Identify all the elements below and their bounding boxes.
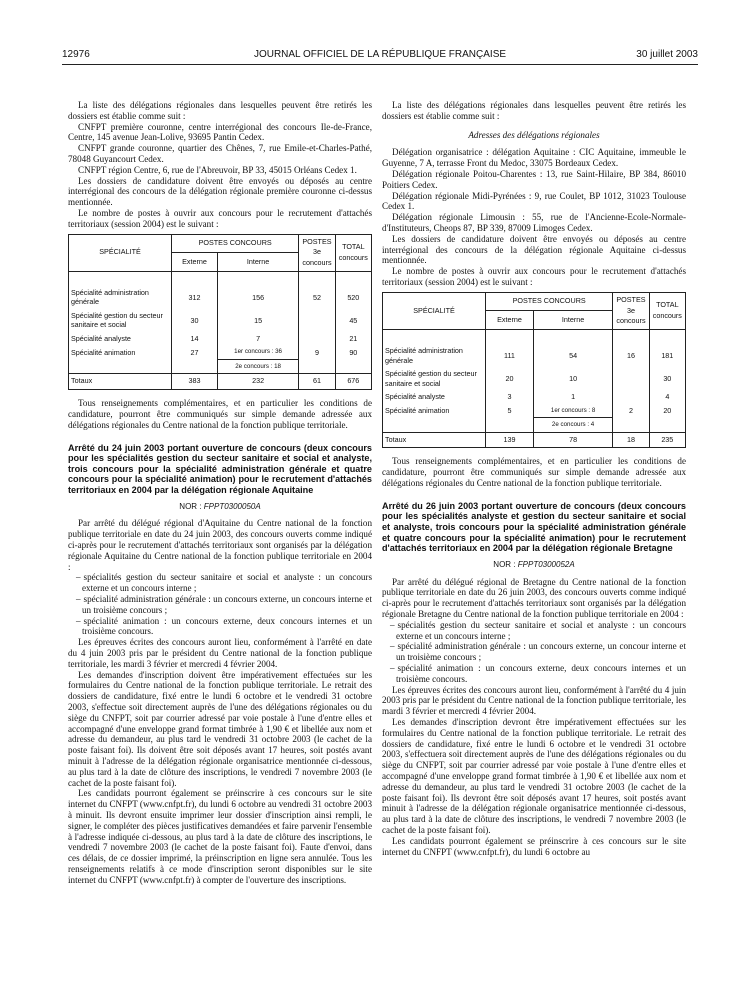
cell-total-label: Totaux: [383, 432, 486, 448]
cell-specialite: Spécialité animation: [69, 345, 172, 359]
cell-specialite: Spécialité analyste: [69, 332, 172, 346]
delegation-item: Délégation régionale Midi-Pyrénées : 9, rue Coulet, BP 1012, 31023 Toulouse Cedex 1.: [382, 190, 686, 212]
col-header-externe: Externe: [486, 311, 534, 330]
table-row: [383, 404, 686, 418]
address-item: CNFPT première couronne, centre interrégional des concours Ile-de-France, Centre, 145 avenue Jean-Lolive, 93695 Pantin Cedex.: [68, 121, 372, 143]
dossiers-text: Les dossiers de candidature doivent être envoyés ou déposés au centre interrégional des concours de la délégation régionale première couronne ci-dessus mentionnée.: [68, 175, 372, 208]
col-header-specialite: SPÉCIALITÉ: [383, 292, 486, 329]
list-item: – spécialité administration générale : un concours externe, un concours interne et un troisième concours ;: [76, 594, 372, 616]
issue-date: 30 juillet 2003: [636, 49, 698, 60]
cell-interne: 232: [217, 374, 298, 390]
table-row: [69, 309, 372, 332]
arrete-title: Arrêté du 24 juin 2003 portant ouverture de concours (deux concours pour les spécialités gestion du secteur sanitaire et social et analyste, trois concours pour la spécialité administration générale et quatre concours pour la spécialité animation) pour le recrutement d'attachés territoriaux en 2004 par la délégation régionale Aquitaine: [68, 442, 372, 496]
delegation-item: Délégation organisatrice : délégation Aquitaine : CIC Aquitaine, immeuble le Guyenne, 7 A, terrasse Front du Medoc, 33075 Bordeaux Cedex.: [382, 147, 686, 169]
cell-externe: 5: [486, 404, 534, 418]
cell-externe: 111: [486, 330, 534, 368]
header-rule: [62, 64, 698, 65]
cell-externe: 383: [172, 374, 218, 390]
concours-list: [68, 572, 372, 637]
body-paragraph: Par arrêté du délégué régional d'Aquitaine du Centre national de la fonction publique territoriale en date du 24 juin 2003, des concours ouverts comme indiqué ci-après pour le recrutement d'attachés territoriaux sont organisés par la délégation régionale Aquitaine du Centre national de la fonction publique territoriale en 2004 :: [68, 518, 372, 572]
list-item: – spécialité administration générale : un concours externe, un concour interne et un troisième concours ;: [390, 641, 686, 663]
cell-interne: 156: [217, 271, 298, 309]
body-paragraph: Les demandes d'inscription devront être impérativement effectuées sur les formulaires du Centre national de la fonction publique territoriale. Le retrait des dossiers de candidature, fixé entre le lundi 6 octobre et le vendredi 31 octobre 2003, s'effectuera soit directement auprès de l'une des délégations régionales ou du siège du CNFPT, soit par courrier adressé par voie postale à l'une d'entre elles et accompagné d'une enveloppe grand format timbrée à 1,90 € et libellée aux nom et adresse du demandeur, au plus tard le vendredi 31 octobre 2003 (le cachet de la poste faisant foi). Ils devront être soit déposés avant 17 heures, soit postés avant minuit à l'adresse de la délégation régionale organisatrice mentionnée ci-dessous, au plus tard à la date de clôture des inscriptions, le vendredi 7 novembre 2003 (le cachet de la poste faisant foi).: [382, 716, 686, 835]
col-header-postes-concours: POSTES CONCOURS: [172, 234, 299, 253]
nombre-postes-text: Le nombre de postes à ouvrir aux concours pour le recrutement d'attachés territoriaux (session 2004) est le suivant :: [382, 266, 686, 287]
cell-externe: 3: [486, 390, 534, 404]
col-header-postes-concours: POSTES CONCOURS: [486, 292, 613, 311]
delegation-item: Délégation régionale Poitou-Charentes : 13, rue Saint-Hilaire, BP 384, 86010 Poitiers Cedex.: [382, 168, 686, 190]
cell-3e: 61: [299, 374, 335, 390]
col-header-externe: Externe: [172, 253, 218, 272]
delegation-item: Délégation régionale Limousin : 55, rue de l'Ancienne-Ecole-Normale-d'Instituteurs, Cheops 87, BP 339, 87009 Limoges Cedex.: [382, 212, 686, 233]
cell-interne: 78: [533, 432, 612, 448]
cell-total: 181: [649, 330, 685, 368]
col-header-specialite: SPÉCIALITÉ: [69, 234, 172, 271]
cell-externe: 20: [486, 367, 534, 390]
cell-3e: [613, 390, 649, 404]
nor-value: FPPT0300050A: [203, 501, 261, 511]
cell-specialite: Spécialité administration générale: [383, 330, 486, 368]
page-header: [62, 49, 698, 63]
cell-total: 676: [335, 374, 371, 390]
cell-specialite: Spécialité gestion du secteur sanitaire et social: [69, 309, 172, 332]
nor-reference: [68, 502, 372, 513]
col-header-total: TOTAL concours: [335, 234, 371, 271]
col-header-interne: Interne: [217, 253, 298, 272]
cell-interne: 1er concours : 36: [217, 345, 298, 359]
cell-externe: [172, 359, 218, 374]
cell-interne: 1: [533, 390, 612, 404]
body-paragraph: Les épreuves écrites des concours auront lieu, conformément à l'arrêté en date du 4 juin 2003 pris par le président du Centre national de la fonction publique territoriale, les mardi 3 février et mercredi 4 février 2004.: [68, 637, 372, 669]
cell-interne: 15: [217, 309, 298, 332]
complementary-info: Tous renseignements complémentaires, et en particulier les conditions de candidature, pourront être communiqués sur simple demande adressée aux délégations régionales du Centre national de la fonction publique territoriale.: [68, 398, 372, 430]
cell-total: 4: [649, 390, 685, 404]
nor-label: NOR :: [179, 501, 202, 511]
table-row: [69, 332, 372, 346]
cell-3e: [299, 309, 335, 332]
table-row: [383, 390, 686, 404]
intro-text: La liste des délégations régionales dans lesquelles peuvent être retirés les dossiers est établie comme suit :: [68, 100, 372, 121]
cell-total-label: Totaux: [69, 374, 172, 390]
table-row: [69, 271, 372, 309]
left-column: [68, 100, 372, 886]
cell-total: 45: [335, 309, 371, 332]
cell-3e: 16: [613, 330, 649, 368]
dossiers-text: Les dossiers de candidature doivent être envoyés ou déposés au centre interrégional des concours de la délégation régionale Aquitaine ci-dessus mentionnée.: [382, 233, 686, 266]
list-item: – spécialité animation : un concours externe, deux concours internes et un troisième concours.: [76, 616, 372, 638]
cell-specialite: Spécialité administration générale: [69, 271, 172, 309]
cell-3e: [299, 332, 335, 346]
cell-total: 20: [649, 404, 685, 418]
nor-value: FPPT0300052A: [517, 559, 575, 569]
postes-table: [68, 234, 372, 391]
col-header-total: TOTAL concours: [649, 292, 685, 329]
cell-total: [335, 359, 371, 374]
cell-3e: 18: [613, 432, 649, 448]
right-column: [382, 100, 686, 857]
cell-externe: 27: [172, 345, 218, 359]
col-header-3e-concours: POSTES 3e concours: [299, 234, 335, 271]
list-item: – spécialités gestion du secteur sanitaire et social et analyste : un concours externe et un concours interne ;: [390, 620, 686, 642]
col-header-3e-concours: POSTES 3e concours: [613, 292, 649, 329]
cell-interne: 7: [217, 332, 298, 346]
nor-label: NOR :: [493, 559, 516, 569]
cell-total: 30: [649, 367, 685, 390]
cell-externe: 30: [172, 309, 218, 332]
page-number: 12976: [62, 49, 90, 60]
table-total-row: [383, 432, 686, 448]
cell-interne: 1er concours : 8: [533, 404, 612, 418]
complementary-info: Tous renseignements complémentaires, et en particulier les conditions de candidature, pourront être communiqués sur simple demande adressée aux délégations régionales du Centre national de la fonction publique territoriale.: [382, 456, 686, 489]
cell-externe: [486, 418, 534, 433]
list-item: – spécialité animation : un concours externe, deux concours internes et un troisième concours.: [390, 663, 686, 685]
nombre-postes-text: Le nombre de postes à ouvrir aux concours pour le recrutement d'attachés territoriaux (session 2004) est le suivant :: [68, 207, 372, 229]
concours-list: [382, 620, 686, 685]
cell-externe: 139: [486, 432, 534, 448]
cell-total: 235: [649, 432, 685, 448]
cell-total: 90: [335, 345, 371, 359]
cell-total: 520: [335, 271, 371, 309]
cell-specialite: Spécialité gestion du secteur sanitaire et social: [383, 367, 486, 390]
nor-reference: [382, 560, 686, 571]
cell-3e: 9: [299, 345, 335, 359]
intro-text: La liste des délégations régionales dans lesquelles peuvent être retirés les dossiers est établie comme suit :: [382, 100, 686, 121]
postes-table: [382, 292, 686, 449]
body-paragraph: Les candidats pourront également se préinscrire à ces concours sur le site internet du CNFPT (www.cnfpt.fr), du lundi 6 octobre au vendredi 31 octobre 2003 à minuit. Ils devront ensuite imprimer leur dossier d'inscription ainsi rempli, le signer, le compléter des pièces justificatives demandées et faire parvenir l'ensemble à l'adresse indiquée ci-dessous, au plus tard à la date de clôture des inscriptions, le vendredi 7 novembre 2003 (le cachet de la poste faisant foi). Faute d'envoi, dans ces délais, de ce dossier imprimé, la préinscription en ligne sera annulée. Tous les renseignements relatifs à ce mode d'inscription seront disponibles sur le site internet du CNFPT (www.cnfpt.fr) à compter de l'ouverture des inscriptions.: [68, 788, 372, 885]
cell-specialite: Spécialité animation: [383, 404, 486, 418]
cell-total: 21: [335, 332, 371, 346]
table-row: [383, 367, 686, 390]
body-paragraph: Les épreuves écrites des concours auront lieu, conformément à l'arrêté du 4 juin 2003 pris par le président du Centre national de la fonction publique territoriale, les mardi 3 février et mercredi 4 février 2004.: [382, 684, 686, 717]
cell-externe: 312: [172, 271, 218, 309]
arrete-title: Arrêté du 26 juin 2003 portant ouverture de concours (deux concours pour les spécialités analyste et gestion du secteur sanitaire et social et analyste, trois concours pour la spécialité administration générale et quatre concours pour la spécialité animation) pour le recrutement d'attachés territoriaux en 2004 par la délégation régionale Bretagne: [382, 500, 686, 554]
cell-interne: 10: [533, 367, 612, 390]
journal-title: JOURNAL OFFICIEL DE LA RÉPUBLIQUE FRANÇAISE: [253, 49, 507, 60]
address-item: CNFPT région Centre, 6, rue de l'Abreuvoir, BP 33, 45015 Orléans Cedex 1.: [78, 164, 357, 175]
address-item: CNFPT grande couronne, quartier des Chênes, 7, rue Emile-et-Charles-Pathé, 78048 Guyancourt Cedex.: [68, 143, 372, 164]
cell-interne: 2e concours : 18: [217, 359, 298, 374]
table-row: [383, 330, 686, 368]
table-row: [69, 359, 372, 374]
cell-3e: 2: [613, 404, 649, 418]
cell-interne: 54: [533, 330, 612, 368]
cell-3e: [613, 418, 649, 433]
table-row: [383, 418, 686, 433]
cell-interne: 2e concours : 4: [533, 418, 612, 433]
body-paragraph: Par arrêté du délégué régional de Bretagne du Centre national de la fonction publique territoriale en date du 26 juin 2003, des concours ouverts comme indiqué ci-après pour le recrutement d'attachés territoriaux sont organisés par la délégation régionale Bretagne du Centre national de la fonction publique territoriale en 2004 :: [382, 576, 686, 619]
cell-specialite: [383, 418, 486, 433]
table-row: [69, 345, 372, 359]
cell-specialite: [69, 359, 172, 374]
cell-specialite: Spécialité analyste: [383, 390, 486, 404]
body-paragraph: Les candidats pourront également se préinscrire à ces concours sur le site internet du CNFPT (www.cnfpt.fr), du lundi 6 octobre au: [382, 835, 686, 857]
cell-externe: 14: [172, 332, 218, 346]
adresses-heading: Adresses des délégations régionales: [468, 129, 600, 140]
cell-3e: [299, 359, 335, 374]
body-paragraph: Les demandes d'inscription doivent être impérativement effectuées sur les formulaires du Centre national de la fonction publique territoriale. Le retrait des dossiers de candidature, fixé entre le lundi 6 octobre et le vendredi 31 octobre 2003, s'effectue soit directement auprès de l'une des délégations régionales ou du siège du CNFPT, soit par courrier adressé par voie postale à l'une d'entre elles et accompagné d'une enveloppe grand format timbrée à 1,90 € et libellée aux nom et adresse du demandeur, au plus tard le vendredi 31 octobre 2003 (le cachet de la poste faisant foi). Ils doivent être soit déposés avant 17 heures, soit postés avant minuit à l'adresse de la délégation régionale organisatrice mentionnée ci-dessous, au plus tard à la date de clôture des inscriptions, le vendredi 7 novembre 2003 (le cachet de la poste faisant foi).: [68, 669, 372, 788]
cell-3e: 52: [299, 271, 335, 309]
col-header-interne: Interne: [533, 311, 612, 330]
table-total-row: [69, 374, 372, 390]
cell-3e: [613, 367, 649, 390]
list-item: – spécialités gestion du secteur sanitaire et social et analyste : un concours externe et un concours interne ;: [76, 572, 372, 594]
cell-total: [649, 418, 685, 433]
